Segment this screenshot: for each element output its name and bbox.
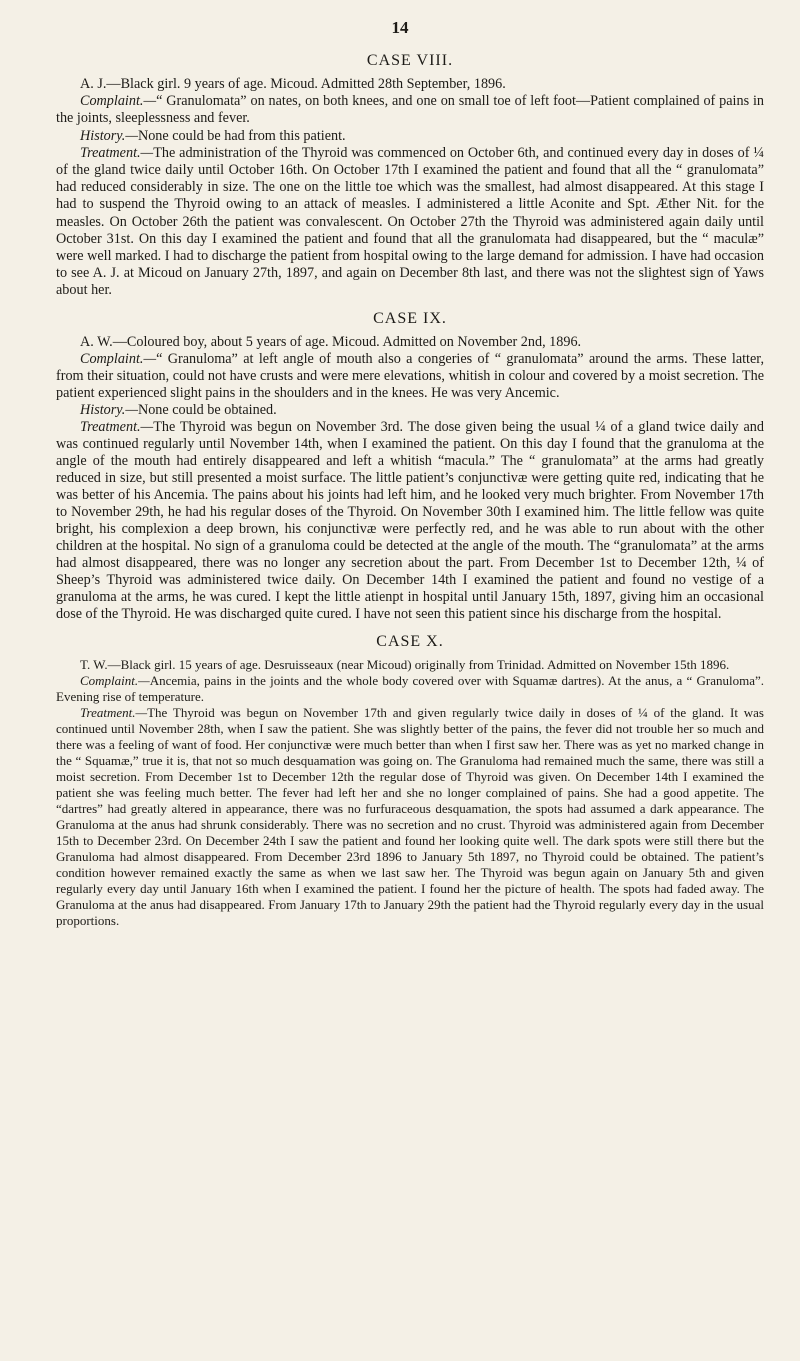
case-paragraph: Treatment.—The Thyroid was begun on November 17th and given regularly twice daily in doses of ¼ of the gland. It was continued until November 28th, when I saw the patient. She was slightly better of the pains, the fever did not trouble her so much and there was a feeling of want of food. Her conjunctivæ were much better than when I first saw her. There was as yet no marked change in the “ Squamæ,” true it is, that not so much desquamation was going on. The Granuloma had remained much the same, there was still a moist secretion. From December 1st to December 12th the regular dose of Thyroid was given. On December 14th I examined the patient she was feeling much better. The fever had left her and she no longer complained of pains. She had a good appetite. The “dartres” had greatly altered in appearance, there was no furfuraceous desquamation, the spots had assumed a dark appearance. The Granuloma at the anus had shrunk considerably. There was no secretion and no crust. Thyroid was administered again from December 15th to December 23rd. On December 24th I saw the patient and found her looking quite well. The dark spots were still there but the Granuloma had almost disappeared. From December 23rd 1896 to January 5th 1897, no Thyroid could be obtained. The patient’s condition however remained exactly the same as when we last saw her. The Thyroid was begun again on January 5th and given regularly every day until January 16th when I examined the patient. I found her the picture of health. The spots had faded away. The Granuloma at the anus had disappeared. From January 17th to January 29th the patient had the Thyroid regularly every day in the usual proportions. [56,704,764,928]
case-paragraph: Complaint.—Ancemia, pains in the joints and the whole body covered over with Squamæ dartres). At the anus, a “ Granuloma”. Evening rise of temperature. [56,672,764,704]
case-ix [56,310,764,623]
page-text [56,52,764,939]
case-x [56,633,764,929]
case-paragraph: Complaint.—“ Granulomata” on nates, on both knees, and one on small toe of left foot—Patient complained of pains in the joints, sleeplessness and fever. [56,93,764,127]
case-paragraph: Treatment.—The administration of the Thyroid was commenced on October 6th, and continued every day in doses of ¼ of the gland twice daily until October 16th. On October 17th I examined the patient and found that all the “ granulomata” had reduced considerably in size. The one on the little toe which was the smallest, had almost disappeared. At this stage I had to suspend the Thyroid owing to an attack of measles. I administered a little Aconite and Spt. Æther Nit. for the measles. On October 26th the patient was convalescent. On October 27th the Thyroid was administered again daily until October 31st. On this day I examined the patient and found that all the granulomata had disappeared, but the “ maculæ” were well marked. I had to discharge the patient from hospital owing to the large demand for admission. I have had occasion to see A. J. at Micoud on January 27th, 1897, and again on December 8th last, and there was not the slightest sign of Yaws about her. [56,144,764,299]
case-title: CASE X. [376,632,444,650]
case-title: CASE IX. [373,309,447,327]
case-paragraph: Complaint.—“ Granuloma” at left angle of mouth also a congeries of “ granulomata” around the arms. These latter, from their situation, could not have crusts and were mere elevations, whitish in colour and covered by a moist secretion. The patient experienced slight pains in the shoulders and in the knees. He was very Ancemic. [56,350,764,401]
case-paragraph: History.—None could be obtained. [80,401,277,418]
page-number: 14 [391,18,409,37]
case-title: CASE VIII. [366,52,454,69]
case-paragraph: T. W.—Black girl. 15 years of age. Desruisseaux (near Micoud) originally from Trinidad. Admitted on November 15th 1896. [80,656,730,672]
case-paragraph: A. J.—Black girl. 9 years of age. Micoud. Admitted 28th September, 1896. [80,76,506,92]
case-paragraph: A. W.—Coloured boy, about 5 years of age. Micoud. Admitted on November 2nd, 1896. [80,333,582,350]
case-paragraph: History.—None could be had from this patient. [80,127,346,144]
case-viii [56,52,764,300]
case-paragraph: Treatment.—The Thyroid was begun on November 3rd. The dose given being the usual ¼ of a gland twice daily and was continued regularly until November 14th, when I examined the patient. On this day I found that the granuloma at the angle of the mouth had entirely disappeared and left a whitish “macula.” The “ granulomata” at the arms had greatly reduced in size, but still presented a moist surface. The little patient’s conjunctivæ were getting quite red, indicating that he was better of his Ancemia. The pains about his joints had left him, and he looked very much brighter. From November 17th to November 29th, he had his regular doses of the Thyroid. On November 30th I examined him. The little fellow was quite bright, his complexion a deep brown, his conjunctivæ were perfectly red, and he was able to run about with the other children at the hospital. No sign of a granuloma could be detected at the angle of the mouth. The “granulomata” at the arms had almost disappeared, there was no longer any secretion about the part. From December 1st to December 12th, ¼ of Sheep’s Thyroid was administered twice daily. On December 14th I examined the patient and found no vestige of a granuloma at the arms, he was cured. I kept the little atienpt in hospital until January 15th, 1897, giving him an occasional dose of the Thyroid. He was discharged quite cured. I have not seen this patient since his discharge from the hospital. [56,418,764,622]
